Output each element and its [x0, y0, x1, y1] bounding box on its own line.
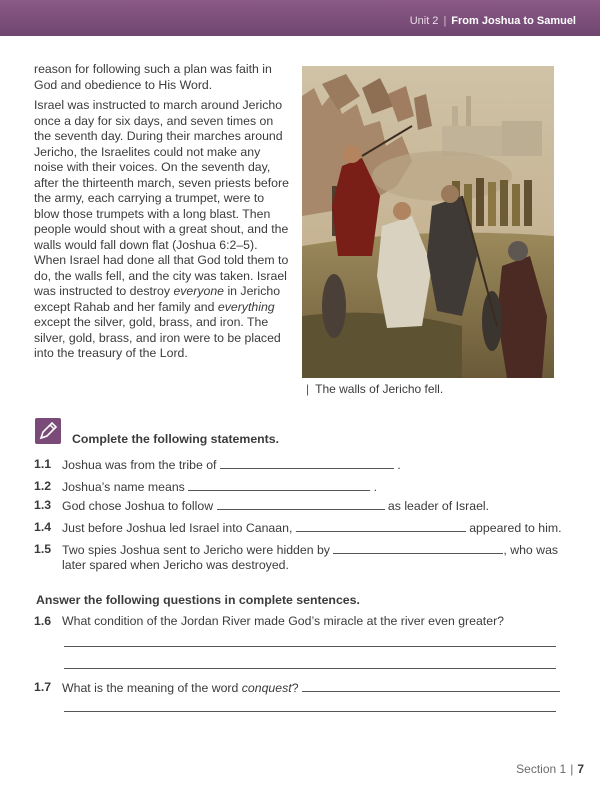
p2-part-c: except the silver, gold, brass, and iron. The silver, gold, brass, and iron were to be placed into the treasury of the Lord.	[34, 315, 281, 360]
instruction-complete: Complete the following statements.	[72, 432, 280, 446]
question-emphasis: conquest	[241, 681, 292, 695]
answer-blank-1-1[interactable]	[220, 457, 394, 469]
question-text-end: appeared to him.	[469, 521, 562, 535]
unit-title: From Joshua to Samuel	[451, 15, 576, 27]
jericho-illustration	[302, 66, 554, 378]
header-separator: |	[443, 15, 447, 27]
question-text-end: as leader of Israel.	[387, 499, 490, 513]
question-text-line2: later spared when Jericho was destroyed.	[62, 558, 289, 572]
question-number: 1.1	[34, 457, 52, 471]
paragraph-1: reason for following such a plan was faith in God and obedience to His Word.	[34, 62, 272, 92]
question-number: 1.4	[34, 520, 52, 534]
question-1-6	[34, 614, 574, 630]
page-footer	[516, 762, 584, 776]
question-text: God chose Joshua to follow	[62, 499, 214, 513]
p2-emphasis-1: everyone	[173, 284, 225, 298]
caption-text: The walls of Jericho fell.	[315, 382, 444, 396]
answer-line-1-6-b[interactable]	[64, 668, 556, 669]
question-1-4	[34, 520, 574, 536]
question-number: 1.2	[34, 479, 52, 493]
question-number: 1.5	[34, 542, 52, 556]
question-1-1	[34, 457, 574, 473]
question-text: What condition of the Jordan River made God’s miracle at the river even greater?	[62, 614, 504, 628]
pencil-glyph	[35, 418, 61, 444]
question-text-end: .	[373, 480, 378, 494]
question-text: Joshua’s name means	[62, 480, 185, 494]
question-text-mid: , who was	[503, 543, 559, 557]
question-number: 1.3	[34, 498, 52, 512]
answer-line-1-7[interactable]	[64, 711, 556, 712]
question-1-7	[34, 680, 574, 696]
pencil-icon	[35, 418, 61, 444]
answer-blank-1-4[interactable]	[296, 520, 466, 532]
answer-blank-1-2[interactable]	[188, 479, 370, 491]
question-1-5	[34, 542, 574, 574]
jericho-painting	[302, 66, 554, 378]
question-number: 1.6	[34, 614, 52, 628]
p2-part-a: Israel was instructed to march around Jericho once a day for six days, and seven times on the seventh day. During their marches around Jericho, the Israelites could not make any noise with their voices. On the seventh day, after the thirteenth march, seven priests before the army, each carrying a trumpet, were to blow those trumpets with a long blast. Then people would shout with a great shout, and the walls would fall down flat (Joshua 6:2–5). When Israel had done all that God told them to do, the walls fell, and the city was taken. Israel was instructed to destroy	[34, 98, 289, 298]
p2-emphasis-2: everything	[217, 299, 275, 314]
question-text-end: .	[397, 458, 401, 472]
caption-bar: |	[306, 382, 310, 396]
question-1-3	[34, 498, 574, 514]
page-header	[0, 0, 600, 36]
footer-section: Section 1	[516, 762, 567, 776]
question-number: 1.7	[34, 680, 52, 694]
page-number: 7	[577, 762, 584, 776]
paragraph-2	[34, 98, 290, 362]
question-text-end: ?	[291, 681, 299, 695]
p2-part-b: in Jericho except Rahab and her family and	[34, 284, 281, 314]
question-1-2	[34, 479, 574, 495]
question-text: What is the meaning of the word	[62, 681, 242, 695]
unit-label: Unit 2	[409, 15, 439, 27]
answer-blank-1-7[interactable]	[302, 680, 560, 692]
footer-separator: |	[570, 762, 574, 776]
instruction-answer: Answer the following questions in complete sentences.	[36, 593, 360, 607]
answer-blank-1-5[interactable]	[333, 542, 503, 554]
answer-line-1-6-a[interactable]	[64, 646, 556, 647]
question-text: Just before Joshua led Israel into Canaan,	[62, 521, 293, 535]
question-text: Joshua was from the tribe of	[62, 458, 217, 472]
answer-blank-1-3[interactable]	[217, 498, 385, 510]
question-text: Two spies Joshua sent to Jericho were hidden by	[62, 543, 330, 557]
figure-caption	[306, 382, 443, 396]
body-text	[34, 62, 290, 367]
header-text	[410, 15, 576, 27]
